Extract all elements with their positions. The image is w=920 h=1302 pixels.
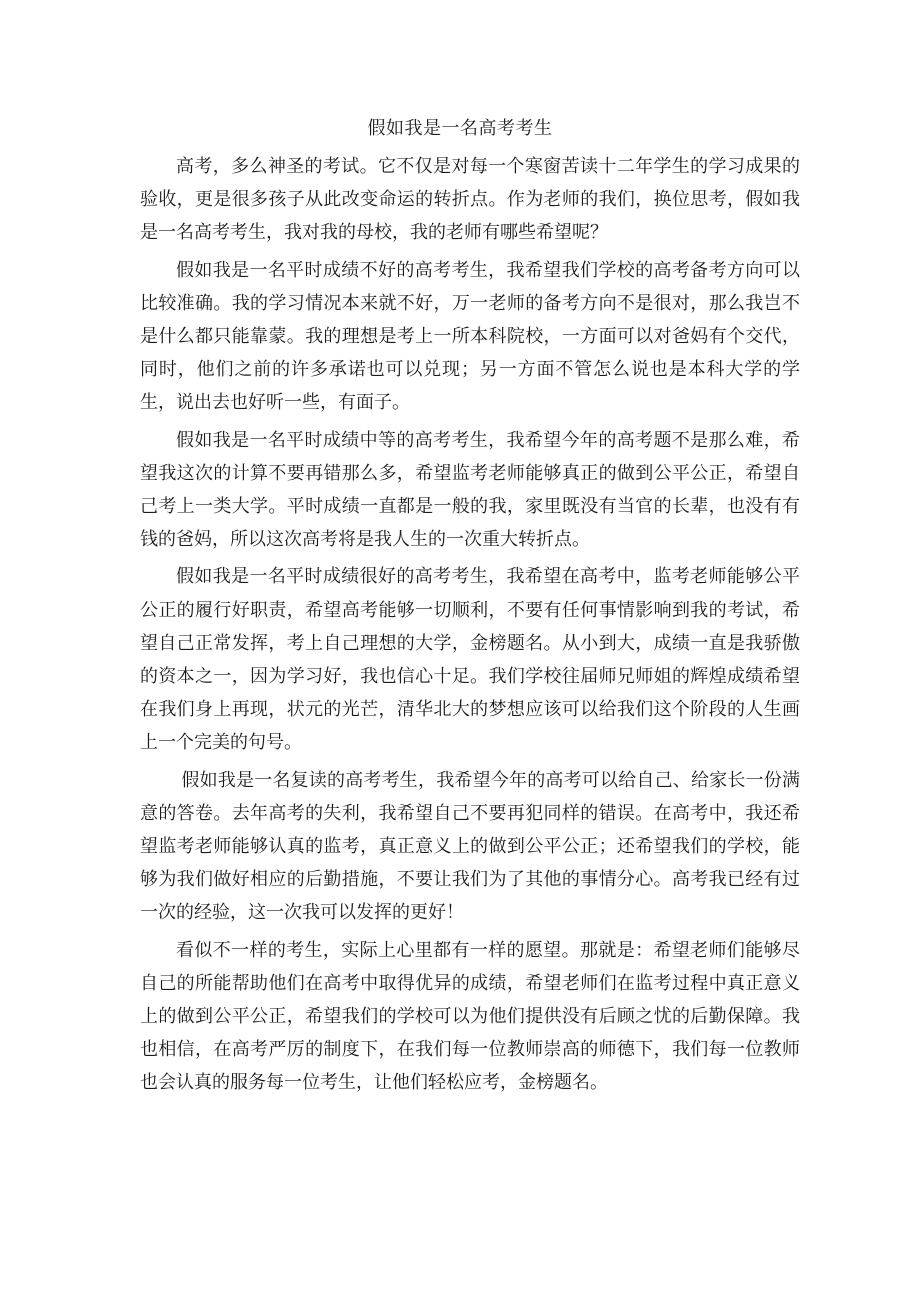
paragraph-good-student: 假如我是一名平时成绩很好的高考考生，我希望在高考中，监考老师能够公平公正的履行好职责，希望高考能够一切顺利，不要有任何事情影响到我的考试，希望自己正常发挥，考上自己理想的大学，金榜题名。从小到大，成绩一直是我骄傲的资本之一，因为学习好，我也信心十足。我们学校往届师兄师姐的辉煌成绩希望在我们身上再现，状元的光芒，清华北大的梦想应该可以给我们这个阶段的人生画上一个完美的句号。 <box>140 566 800 754</box>
paragraph-conclusion: 看似不一样的考生，实际上心里都有一样的愿望。那就是：希望老师们能够尽自己的所能帮助他们在高考中取得优异的成绩，希望老师们在监考过程中真正意义上的做到公平公正，希望我们的学校可以为他们提供没有后顾之忧的后勤保障。我也相信，在高考严厉的制度下，在我们每一位教师崇高的师德下，我们每一位教师也会认真的服务每一位考生，让他们轻松应考，金榜题名。 <box>140 939 800 1094</box>
paragraph-average-student: 假如我是一名平时成绩中等的高考考生，我希望今年的高考题不是那么难，希望我这次的计算不要再错那么多，希望监考老师能够真正的做到公平公正，希望自己考上一类大学。平时成绩一直都是一般的我，家里既没有当官的长辈，也没有有钱的爸妈，所以这次高考将是我人生的一次重大转折点。 <box>140 429 800 551</box>
document-body <box>140 150 800 1104</box>
document-title: 假如我是一名高考考生 <box>367 118 553 139</box>
paragraph-intro: 高考，多么神圣的考试。它不仅是对每一个寒窗苦读十二年学生的学习成果的验收，更是很多孩子从此改变命运的转折点。作为老师的我们，换位思考，假如我是一名高考考生，我对我的母校，我的老师有哪些希望呢？ <box>140 156 800 244</box>
paragraph-poor-student: 假如我是一名平时成绩不好的高考考生，我希望我们学校的高考备考方向可以比较准确。我的学习情况本来就不好，万一老师的备考方向不是很对，那么我岂不是什么都只能靠蒙。我的理想是考上一所本科院校，一方面可以对爸妈有个交代，同时，他们之前的许多承诺也可以兑现；另一方面不管怎么说也是本科大学的学生，说出去也好听一些，有面子。 <box>140 259 800 414</box>
paragraph-repeat-student: 假如我是一名复读的高考考生，我希望今年的高考可以给自己、给家长一份满意的答卷。去年高考的失利，我希望自己不要再犯同样的错误。在高考中，我还希望监考老师能够认真的监考，真正意义上的做到公平公正；还希望我们的学校，能够为我们做好相应的后勤措施，不要让我们为了其他的事情分心。高考我已经有过一次的经验，这一次我可以发挥的更好！ <box>140 769 800 924</box>
